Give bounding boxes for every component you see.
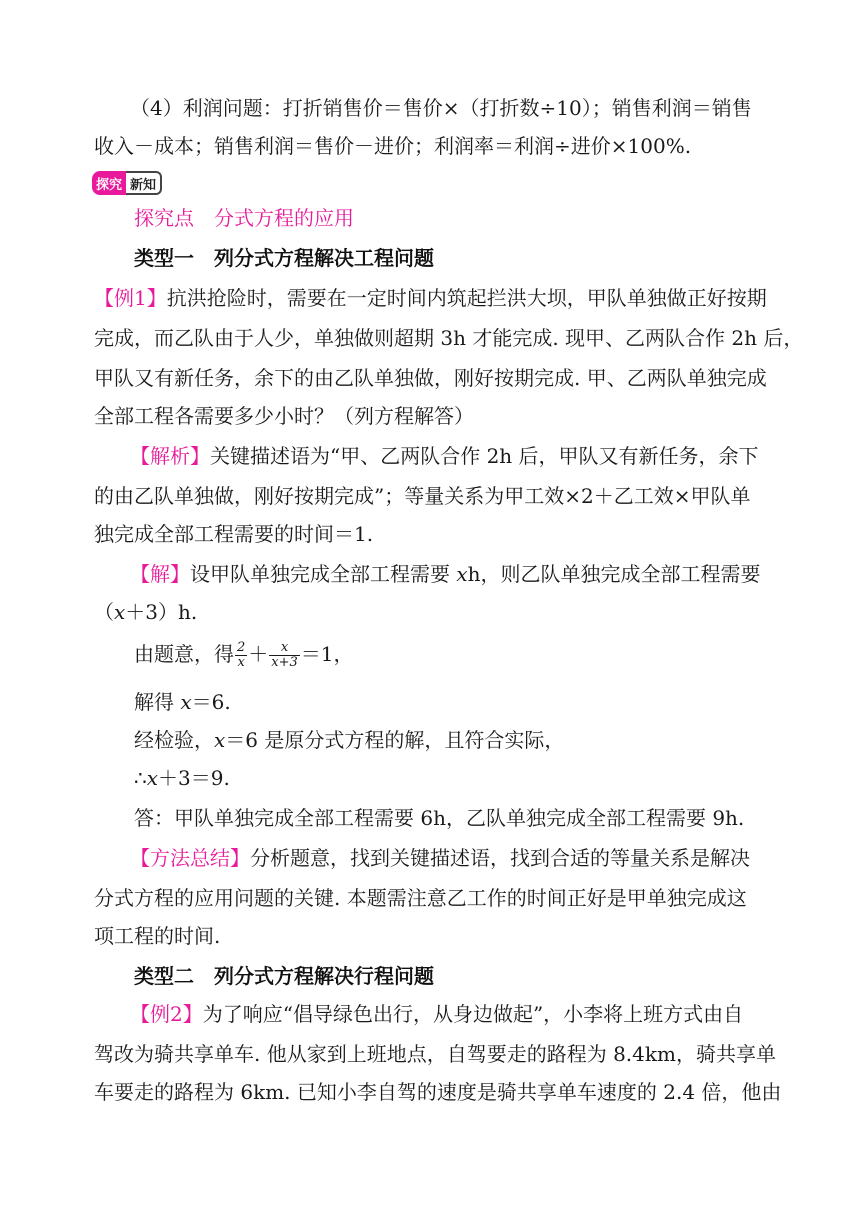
badge-left: 探究 [92,171,126,195]
method-line-1 [130,844,750,872]
therefore-line [134,764,230,792]
therefore-symbol: ∴ [134,766,147,790]
therefore-text-b: ＋3＝9. [158,766,230,790]
solve-line [134,688,231,716]
equation-suffix: ＝1， [300,642,354,666]
fraction-x-over-x-plus-3 [269,641,300,670]
variable-x: x [146,766,159,790]
method-tag: 【方法总结】 [130,846,250,870]
intro-line-2: 收入－成本；销售利润＝售价－进价；利润率＝利润÷进价×100%. [94,134,692,158]
variable-x: x [180,690,192,714]
solution-line-2 [94,598,197,626]
example1-text-1: 抗洪抢险时，需要在一定时间内筑起拦洪大坝，甲队单独做正好按期 [166,286,767,310]
badge-right: 新知 [126,171,162,195]
example2-line-3: 车要走的路程为 6km. 已知小李自驾的速度是骑共享单车速度的 2.4 倍，他由 [94,1080,782,1104]
answer-line: 答：甲队单独完成全部工程需要 6h，乙队单独完成全部工程需要 9h. [134,806,745,830]
check-text-a: 经检验， [134,728,214,752]
solve-text-a: 解得 [134,690,181,714]
section-title: 探究点 分式方程的应用 [134,206,354,230]
example2-line-2: 驾改为骑共享单车. 他从家到上班地点，自驾要走的路程为 8.4km，骑共享单 [94,1042,776,1066]
equation-prefix: 由题意，得 [134,642,234,666]
example2-tag: 【例2】 [130,1002,203,1026]
check-text-b: ＝6 是原分式方程的解，且符合实际， [225,728,565,752]
example1-line-3: 甲队又有新任务，余下的由乙队单独做，刚好按期完成. 甲、乙两队单独完成 [94,366,767,390]
explore-new-knowledge-badge [92,171,174,195]
fraction-2-over-x [235,641,247,670]
analysis-line-2: 的由乙队单独做，刚好按期完成”；等量关系为甲工效×2＋乙工效×甲队单 [94,484,751,508]
type1-title: 类型一 列分式方程解决工程问题 [134,246,434,270]
example2-line-1 [130,1000,743,1028]
plus-sign: ＋ [248,642,269,666]
analysis-line-1 [130,442,759,470]
variable-x: x [456,562,468,586]
fraction-numerator: 2 [237,640,246,655]
solution-text-1a: 设甲队单独完成全部工程需要 [190,562,457,586]
solve-text-b: ＝6. [191,690,231,714]
method-line-2: 分式方程的应用问题的关键. 本题需注意乙工作的时间正好是甲单独完成这 [94,886,747,910]
solution-tag: 【解】 [130,562,190,586]
example1-line-4: 全部工程各需要多少小时？（列方程解答） [94,404,474,428]
analysis-text-1: 关键描述语为“甲、乙两队合作 2h 后，甲队又有新任务，余下 [210,444,759,468]
analysis-tag: 【解析】 [130,444,210,468]
method-text-1: 分析题意，找到关键描述语，找到合适的等量关系是解决 [250,846,750,870]
fraction-numerator: x [269,641,300,656]
solution-text-2a: （ [94,600,114,624]
method-line-3: 项工程的时间. [94,924,221,948]
fraction-denominator: x [237,655,245,670]
check-line [134,726,564,754]
solution-text-2b: ＋3）h. [125,600,198,624]
intro-line-1: （4）利润问题：打折销售价＝售价×（打折数÷10）；销售利润＝销售 [130,96,752,120]
equation-line [134,640,354,670]
variable-x: x [114,600,126,624]
example1-tag: 【例1】 [94,286,167,310]
solution-line-1 [130,560,761,588]
type2-title: 类型二 列分式方程解决行程问题 [134,964,434,988]
example1-line-2: 完成，而乙队由于人少，单独做则超期 3h 才能完成. 现甲、乙两队合作 2h 后， [94,326,804,350]
example2-text-1: 为了响应“倡导绿色出行，从身边做起”，小李将上班方式由自 [202,1002,744,1026]
example1-line-1 [94,284,767,312]
fraction-denominator: x+3 [271,655,298,670]
variable-x: x [214,728,226,752]
analysis-line-3: 独完成全部工程需要的时间＝1. [94,522,374,546]
solution-text-1b: h，则乙队单独完成全部工程需要 [467,562,761,586]
